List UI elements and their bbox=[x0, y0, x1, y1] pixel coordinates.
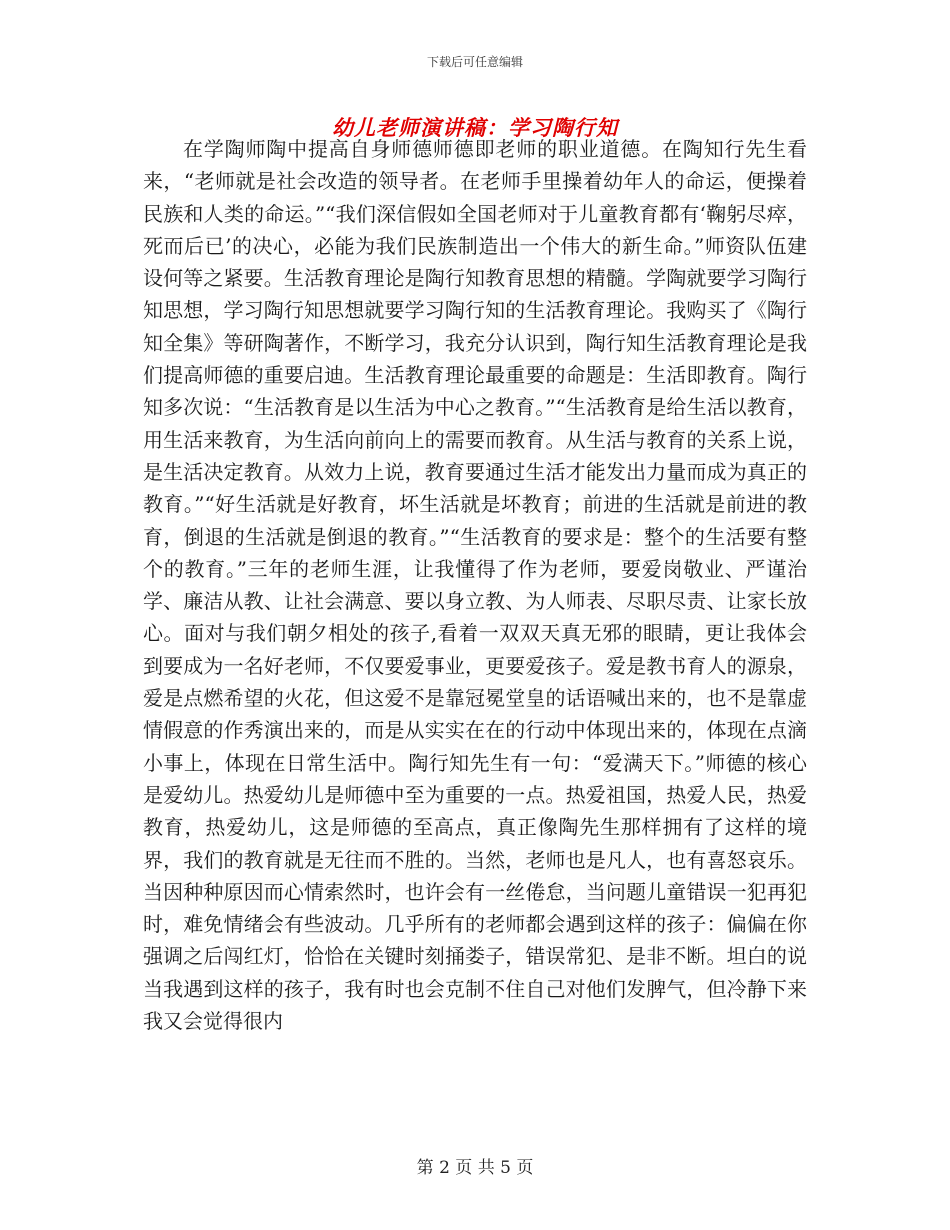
page-header: 下载后可任意编辑 bbox=[426, 55, 523, 69]
footer-page-number: 2 bbox=[439, 1158, 450, 1178]
document-body: 在学陶师陶中提高自身师德师德即老师的职业道德。在陶知行先生看来，“老师就是社会改造的领导者。在老师手里操着幼年人的命运，便操着民族和人类的命运。”“我们深信假如全国老师对于儿童教育都有‘鞠躬尽瘁，死而后已’的决心，必能为我们民族制造出一个伟大的新生命。”师资队伍建设何等之紧要。生活教育理论是陶行知教育思想的精髓。学陶就要学习陶行知思想，学习陶行知思想就要学习陶行知的生活教育理论。我购买了《陶行知全集》等研陶著作，不断学习，我充分认识到，陶行知生活教育理论是我们提高师德的重要启迪。生活教育理论最重要的命题是：生活即教育。陶行知多次说：“生活教育是以生活为中心之教育。”“生活教育是给生活以教育，用生活来教育，为生活向前向上的需要而教育。从生活与教育的关系上说，是生活决定教育。从效力上说，教育要通过生活才能发出力量而成为真正的教育。”“好生活就是好教育，坏生活就是坏教育；前进的生活就是前进的教育，倒退的生活就是倒退的教育。”“生活教育的要求是：整个的生活要有整个的教育。”三年的老师生涯，让我懂得了作为老师，要爱岗敬业、严谨治学、廉洁从教、让社会满意、要以身立教、为人师表、尽职尽责、让家长放心。面对与我们朝夕相处的孩子,看着一双双天真无邪的眼睛，更让我体会到要成为一名好老师，不仅要爱事业，更要爱孩子。爱是教书育人的源泉，爱是点燃希望的火花，但这爱不是靠冠冕堂皇的话语喊出来的，也不是靠虚情假意的作秀演出来的，而是从实实在在的行动中体现出来的，体现在点滴小事上，体现在日常生活中。陶行知先生有一句：“爱满天下。”师德的核心是爱幼儿。热爱幼儿是师德中至为重要的一点。热爱祖国，热爱人民，热爱教育，热爱幼儿，这是师德的至高点，真正像陶先生那样拥有了这样的境界，我们的教育就是无往而不胜的。当然，老师也是凡人，也有喜怒哀乐。当因种种原因而心情索然时，也许会有一丝倦怠，当问题儿童错误一犯再犯时，难免情绪会有些波动。几乎所有的老师都会遇到这样的孩子：偏偏在你强调之后闯红灯，恰恰在关键时刻捅娄子，错误常犯、是非不断。坦白的说当我遇到这样的孩子，我有时也会克制不住自己对他们发脾气，但冷静下来我又会觉得很内 bbox=[143, 137, 807, 1034]
footer-prefix: 第 bbox=[416, 1158, 434, 1178]
footer-mid: 页 共 bbox=[455, 1158, 495, 1178]
footer-suffix: 页 bbox=[516, 1158, 534, 1178]
page-footer bbox=[0, 1153, 950, 1178]
document-title: 幼儿老师演讲稿：学习陶行知 bbox=[332, 116, 618, 140]
footer-total-pages: 5 bbox=[500, 1158, 511, 1178]
